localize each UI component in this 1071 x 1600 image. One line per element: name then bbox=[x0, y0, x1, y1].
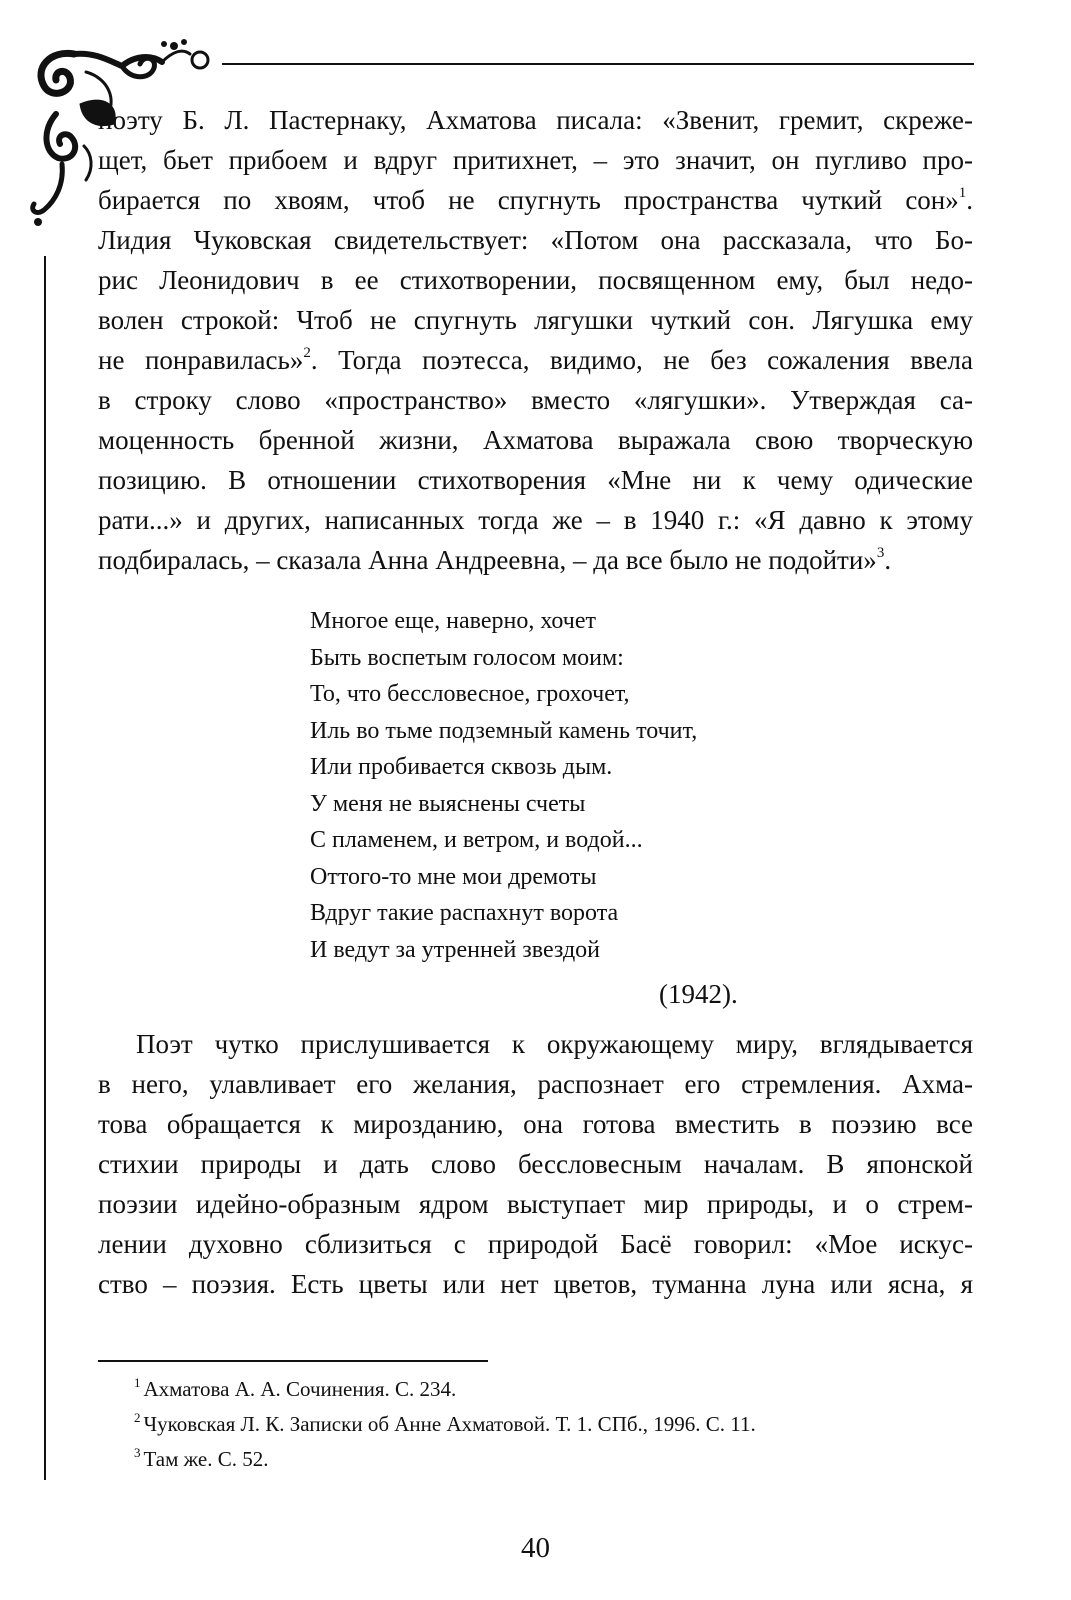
paragraph-1-line bbox=[98, 180, 973, 220]
footnote-separator bbox=[98, 1360, 488, 1362]
footnotes bbox=[134, 1372, 756, 1477]
footnote-ref-2: 2 bbox=[303, 345, 311, 361]
poem-line: Быть воспетым голосом моим: bbox=[310, 644, 624, 671]
footnote-number: 2 bbox=[134, 1410, 141, 1425]
side-rule bbox=[44, 256, 46, 1480]
poem-line: Многое еще, наверно, хочет bbox=[310, 608, 597, 634]
paragraph-1-line: Лидия Чуковская свидетельствует: «Потом она рассказала, что Бо- bbox=[98, 225, 973, 255]
paragraph-1-line-text: подбиралась, – сказала Анна Андреевна, – да все было не подойти» bbox=[98, 545, 877, 575]
paragraph-1-line: в строку слово «пространство» вместо «лягушки». Утверждая са- bbox=[98, 385, 973, 415]
paragraph-2-line: лении духовно сблизиться с природой Басё говорил: «Мое искус- bbox=[98, 1229, 973, 1259]
paragraph-1-line: щет, бьет прибоем и вдруг притихнет, – это значит, он пугливо про- bbox=[98, 145, 973, 175]
paragraph-2-line: стихии природы и дать слово бессловесным началам. В японской bbox=[98, 1149, 973, 1179]
paragraph-2-line: Поэт чутко прислушивается к окружающему миру, вглядывается bbox=[136, 1029, 973, 1059]
paragraph-1-line-tail: . bbox=[884, 545, 892, 575]
poem-line: С пламенем, и ветром, и водой... bbox=[310, 827, 643, 853]
footnote-number: 3 bbox=[134, 1445, 141, 1460]
footnote-text: Чуковская Л. К. Записки об Анне Ахматовой. Т. 1. СПб., 1996. С. 11. bbox=[143, 1412, 756, 1436]
paragraph-1-line: поэту Б. Л. Пастернаку, Ахматова писала: «Звенит, гремит, скреже- bbox=[98, 105, 973, 135]
footnote bbox=[134, 1372, 756, 1407]
paragraph-1-line: позицию. В отношении стихотворения «Мне ни к чему одические bbox=[98, 465, 973, 495]
paragraph-2 bbox=[98, 1024, 973, 1304]
paragraph-1-line: волен строкой: Чтоб не спугнуть лягушки чуткий сон. Лягушка ему bbox=[98, 305, 973, 335]
footnote-text: Ахматова А. А. Сочинения. С. 234. bbox=[143, 1377, 457, 1401]
footnote bbox=[134, 1442, 756, 1477]
poem-line: Иль во тьме подземный камень точит, bbox=[310, 717, 698, 744]
poem-date: (1942). bbox=[659, 979, 738, 1009]
header-rule bbox=[222, 63, 974, 65]
paragraph-1-line bbox=[98, 340, 973, 380]
paragraph-2-line: ство – поэзия. Есть цветы или нет цветов, туманна луна или ясна, я bbox=[98, 1269, 973, 1299]
footnote bbox=[134, 1407, 756, 1442]
poem-line: Оттого-то мне мои дремоты bbox=[310, 863, 597, 890]
poem-line: У меня не выяснены счеты bbox=[310, 790, 586, 817]
poem-line: Или пробивается сквозь дым. bbox=[310, 754, 613, 780]
paragraph-1-line-tail: . Тогда поэтесса, видимо, не без сожаления ввела bbox=[310, 345, 973, 375]
footnote-ref-1: 1 bbox=[958, 185, 967, 201]
footnote-ref-3: 3 bbox=[876, 545, 885, 561]
poem-line: То, что бессловесное, грохочет, bbox=[310, 681, 630, 707]
paragraph-1-line: моценность бренной жизни, Ахматова выражала свою творческую bbox=[98, 425, 973, 455]
paragraph-1-line-text: не понравилась» bbox=[98, 345, 304, 375]
paragraph-1-line-text: бирается по хвоям, чтоб не спугнуть пространства чуткий сон» bbox=[98, 185, 959, 215]
footnote-number: 1 bbox=[134, 1375, 141, 1390]
page-number: 40 bbox=[521, 1532, 550, 1564]
poem-line: И ведут за утренней звездой bbox=[310, 936, 601, 963]
paragraph-2-line: поэзии идейно-образным ядром выступает мир природы, и о стрем- bbox=[98, 1189, 973, 1219]
paragraph-1-line: рис Леонидович в ее стихотворении, посвященном ему, был недо- bbox=[98, 265, 973, 295]
paragraph-1 bbox=[98, 100, 973, 580]
paragraph-1-line-tail: . bbox=[966, 185, 973, 215]
poem-line: Вдруг такие распахнут ворота bbox=[310, 900, 619, 926]
paragraph-2-line: това обращается к мирозданию, она готова вместить в поэзию все bbox=[98, 1109, 973, 1139]
paragraph-1-line: рати...» и других, написанных тогда же – в 1940 г.: «Я давно к этому bbox=[98, 505, 973, 535]
paragraph-2-line: в него, улавливает его желания, распознает его стремления. Ахма- bbox=[98, 1069, 973, 1099]
paragraph-1-line bbox=[98, 540, 973, 580]
footnote-text: Там же. С. 52. bbox=[143, 1447, 269, 1471]
poem bbox=[310, 603, 697, 968]
